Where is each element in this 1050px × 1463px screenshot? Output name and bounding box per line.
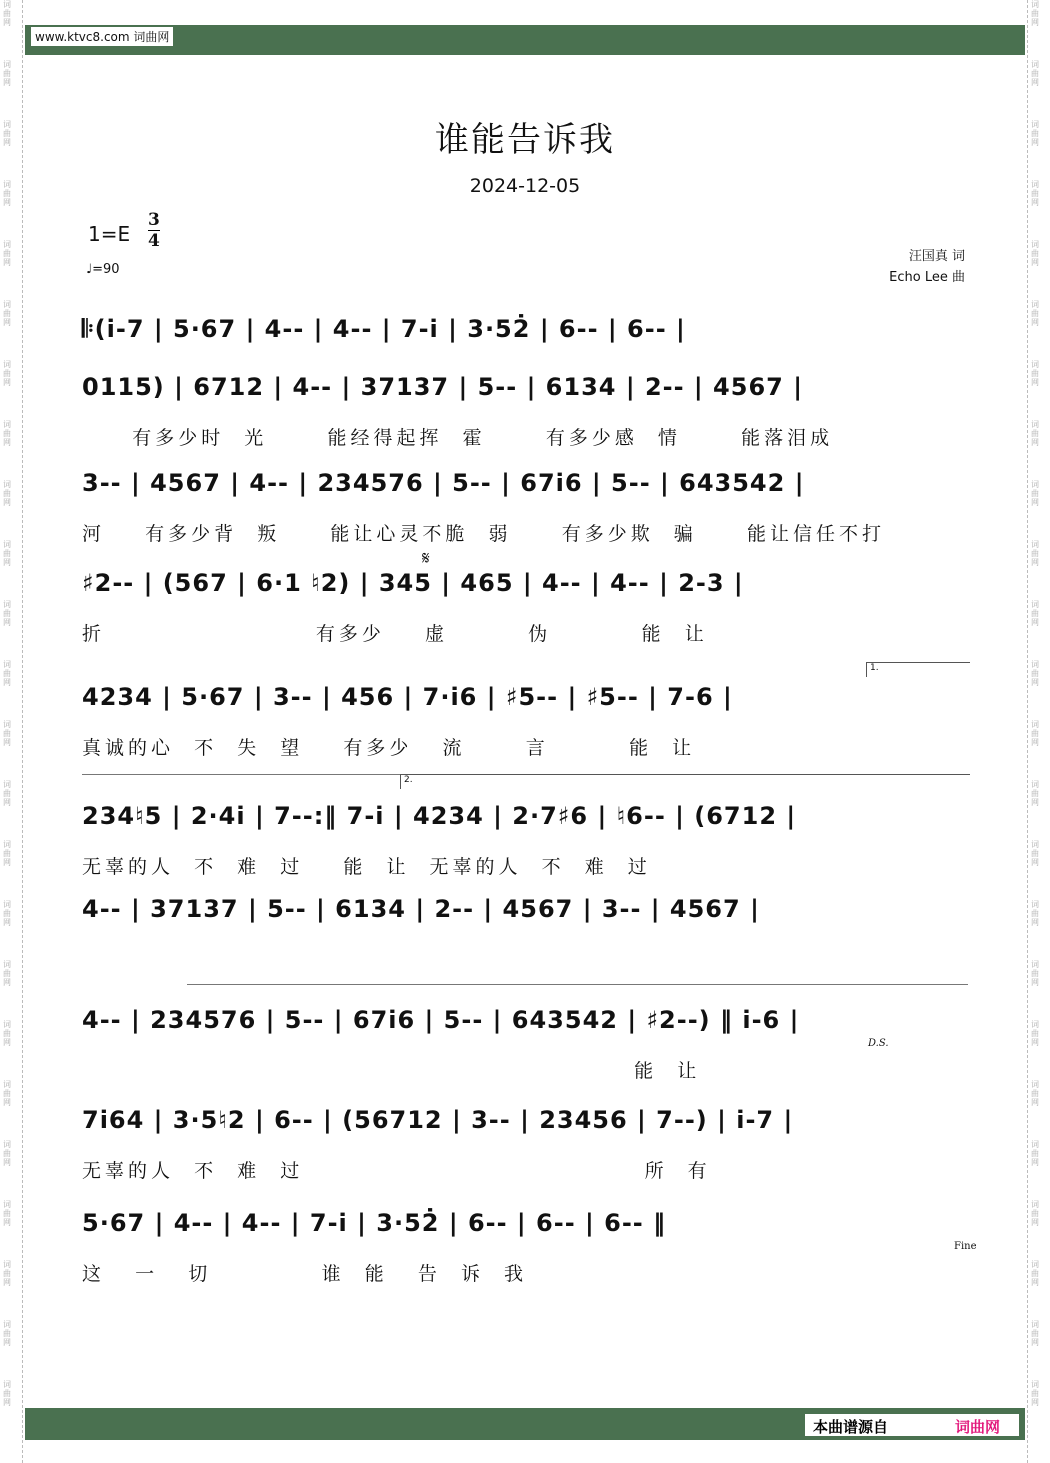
notes-line: 5·67 | 4-- | 4-- | 7-i̇ | 3·52̇ | 6-- | 6-- | 6-- ‖ <box>82 1209 667 1237</box>
notes-line: 3-- | 4567 | 4-- | 234576 | 5-- | 67i̇6 | 5-- | 643542 | <box>82 469 805 497</box>
lyrics-line: 这 一 切 谁 能 告 诉 我 <box>82 1263 528 1285</box>
score-row-4 <box>82 569 970 689</box>
lyrics-line: 折 有多少 虚 伪 能 让 <box>82 623 708 645</box>
fine-marker: Fine <box>954 1241 977 1252</box>
lyrics-line: 真诚的心 不 失 望 有多少 流 言 能 让 <box>82 737 696 759</box>
side-watermark-text: 词曲网 <box>1031 1140 1039 1167</box>
side-watermark-text: 词曲网 <box>1031 840 1039 867</box>
side-watermark-text: 词曲网 <box>3 1020 11 1047</box>
volta-second-ending: 2. <box>400 774 970 789</box>
notes-line: 4-- | 37137 | 5-- | 6134 | 2-- | 4567 | 3-- | 4567 | <box>82 895 760 923</box>
side-watermark-text: 词曲网 <box>3 1080 11 1107</box>
side-watermark-text: 词曲网 <box>1031 300 1039 327</box>
side-watermark-text: 词曲网 <box>1031 720 1039 747</box>
side-watermark-text: 词曲网 <box>3 120 11 147</box>
notes-line: 𝄆(i̇-7 | 5·67 | 4-- | 4-- | 7-i̇ | 3·52̇ | 6-- | 6-- | <box>82 315 686 343</box>
side-watermark-text: 词曲网 <box>3 60 11 87</box>
side-watermark-text: 词曲网 <box>3 240 11 267</box>
score-row-7 <box>82 895 970 1015</box>
time-bottom: 4 <box>148 231 160 251</box>
source-label: 本曲谱源自 <box>813 1418 889 1436</box>
side-watermark-text: 词曲网 <box>1031 480 1039 507</box>
section-line <box>187 984 968 985</box>
lyrics-line: 能 让 <box>82 1060 701 1082</box>
notes-line: 4-- | 234576 | 5-- | 67i̇6 | 5-- | 643542 | ♯2--) ‖ i̇-6 | <box>82 1006 800 1034</box>
time-signature <box>148 210 160 251</box>
side-watermark-text: 词曲网 <box>1031 180 1039 207</box>
side-watermark-text: 词曲网 <box>1031 1320 1039 1347</box>
notes-line: 0115) | 6712 | 4-- | 37137 | 5-- | 6134 | 2-- | 4567 | <box>82 373 803 401</box>
lyrics-line: 无辜的人 不 难 过 能 让 无辜的人 不 难 过 <box>82 856 651 878</box>
side-watermark-text: 词曲网 <box>3 540 11 567</box>
lyrics-line: 有多少时 光 能经得起挥 霍 有多少感 情 能落泪成 <box>82 427 834 449</box>
side-watermark-text: 词曲网 <box>3 1200 11 1227</box>
side-watermark-text: 词曲网 <box>1031 420 1039 447</box>
side-watermark-text: 词曲网 <box>3 720 11 747</box>
side-watermark-text: 词曲网 <box>3 1140 11 1167</box>
side-watermark-text: 词曲网 <box>1031 960 1039 987</box>
side-watermark-text: 词曲网 <box>3 0 11 27</box>
side-watermark-text: 词曲网 <box>3 1320 11 1347</box>
segno-sign: 𝄋 <box>422 548 430 569</box>
side-watermark-text: 词曲网 <box>3 360 11 387</box>
side-watermark-text: 词曲网 <box>1031 240 1039 267</box>
side-watermark-text: 词曲网 <box>3 900 11 927</box>
side-watermark-text: 词曲网 <box>3 300 11 327</box>
score-row-9 <box>82 1106 970 1226</box>
side-watermark-text: 词曲网 <box>3 180 11 207</box>
left-margin-watermark <box>0 0 23 1463</box>
song-date: 2024-12-05 <box>469 175 581 197</box>
right-margin-watermark <box>1027 0 1050 1463</box>
song-title: 谁能告诉我 <box>435 120 615 160</box>
side-watermark-text: 词曲网 <box>1031 0 1039 27</box>
notes-line: 234♮5 | 2·4i̇ | 7--:‖ 7-i̇ | 4234 | 2·7♯6 | ♮6-- | (6712 | <box>82 802 797 830</box>
side-watermark-text: 词曲网 <box>3 660 11 687</box>
side-watermark-text: 词曲网 <box>1031 540 1039 567</box>
lyrics-line: 无辜的人 不 难 过 所 有 <box>82 1160 711 1182</box>
footer-banner <box>25 1408 1025 1440</box>
side-watermark-text: 词曲网 <box>1031 1380 1039 1407</box>
key-signature: 1=E <box>88 222 131 246</box>
volta-first-ending: 1. <box>866 662 970 677</box>
watermark-url[interactable]: www.ktvc8.com 词曲网 <box>31 27 173 46</box>
side-watermark-text: 词曲网 <box>1031 1260 1039 1287</box>
side-watermark-text: 词曲网 <box>1031 60 1039 87</box>
footer-source-box <box>805 1414 1019 1436</box>
top-banner <box>25 25 1025 55</box>
side-watermark-text: 词曲网 <box>1031 780 1039 807</box>
side-watermark-text: 词曲网 <box>1031 1020 1039 1047</box>
side-watermark-text: 词曲网 <box>1031 120 1039 147</box>
side-watermark-text: 词曲网 <box>1031 660 1039 687</box>
side-watermark-text: 词曲网 <box>1031 600 1039 627</box>
time-top: 3 <box>148 210 160 230</box>
score-row-10 <box>82 1209 970 1329</box>
side-watermark-text: 词曲网 <box>3 840 11 867</box>
lyrics-line: 河 有多少背 叛 能让心灵不脆 弱 有多少欺 骗 能让信任不打 <box>82 523 885 545</box>
side-watermark-text: 词曲网 <box>1031 900 1039 927</box>
side-watermark-text: 词曲网 <box>3 780 11 807</box>
side-watermark-text: 词曲网 <box>3 480 11 507</box>
source-site-link[interactable]: 词曲网 <box>955 1418 1001 1436</box>
composer-credit: Echo Lee 曲 <box>889 270 965 285</box>
side-watermark-text: 词曲网 <box>3 420 11 447</box>
side-watermark-text: 词曲网 <box>3 1380 11 1407</box>
side-watermark-text: 词曲网 <box>3 960 11 987</box>
side-watermark-text: 词曲网 <box>3 600 11 627</box>
notes-line: ♯2-- | (567 | 6·1 ♮2) | 345 | 465 | 4-- | 4-- | 2-3 | <box>82 569 744 597</box>
notes-line: 4234 | 5·67 | 3-- | 456 | 7·i̇6 | ♯5-- | ♯5-- | 7-6 | <box>82 683 733 711</box>
side-watermark-text: 词曲网 <box>3 1260 11 1287</box>
side-watermark-text: 词曲网 <box>1031 1200 1039 1227</box>
lyricist-credit: 汪国真 词 <box>908 249 965 264</box>
side-watermark-text: 词曲网 <box>1031 360 1039 387</box>
side-watermark-text: 词曲网 <box>1031 1080 1039 1107</box>
tempo-marking: ♩=90 <box>86 262 120 277</box>
notes-line: 7i̇64 | 3·5♮2 | 6-- | (56712 | 3-- | 23456 | 7--) | i̇-7 | <box>82 1106 794 1134</box>
ds-marker: D.S. <box>868 1038 889 1049</box>
